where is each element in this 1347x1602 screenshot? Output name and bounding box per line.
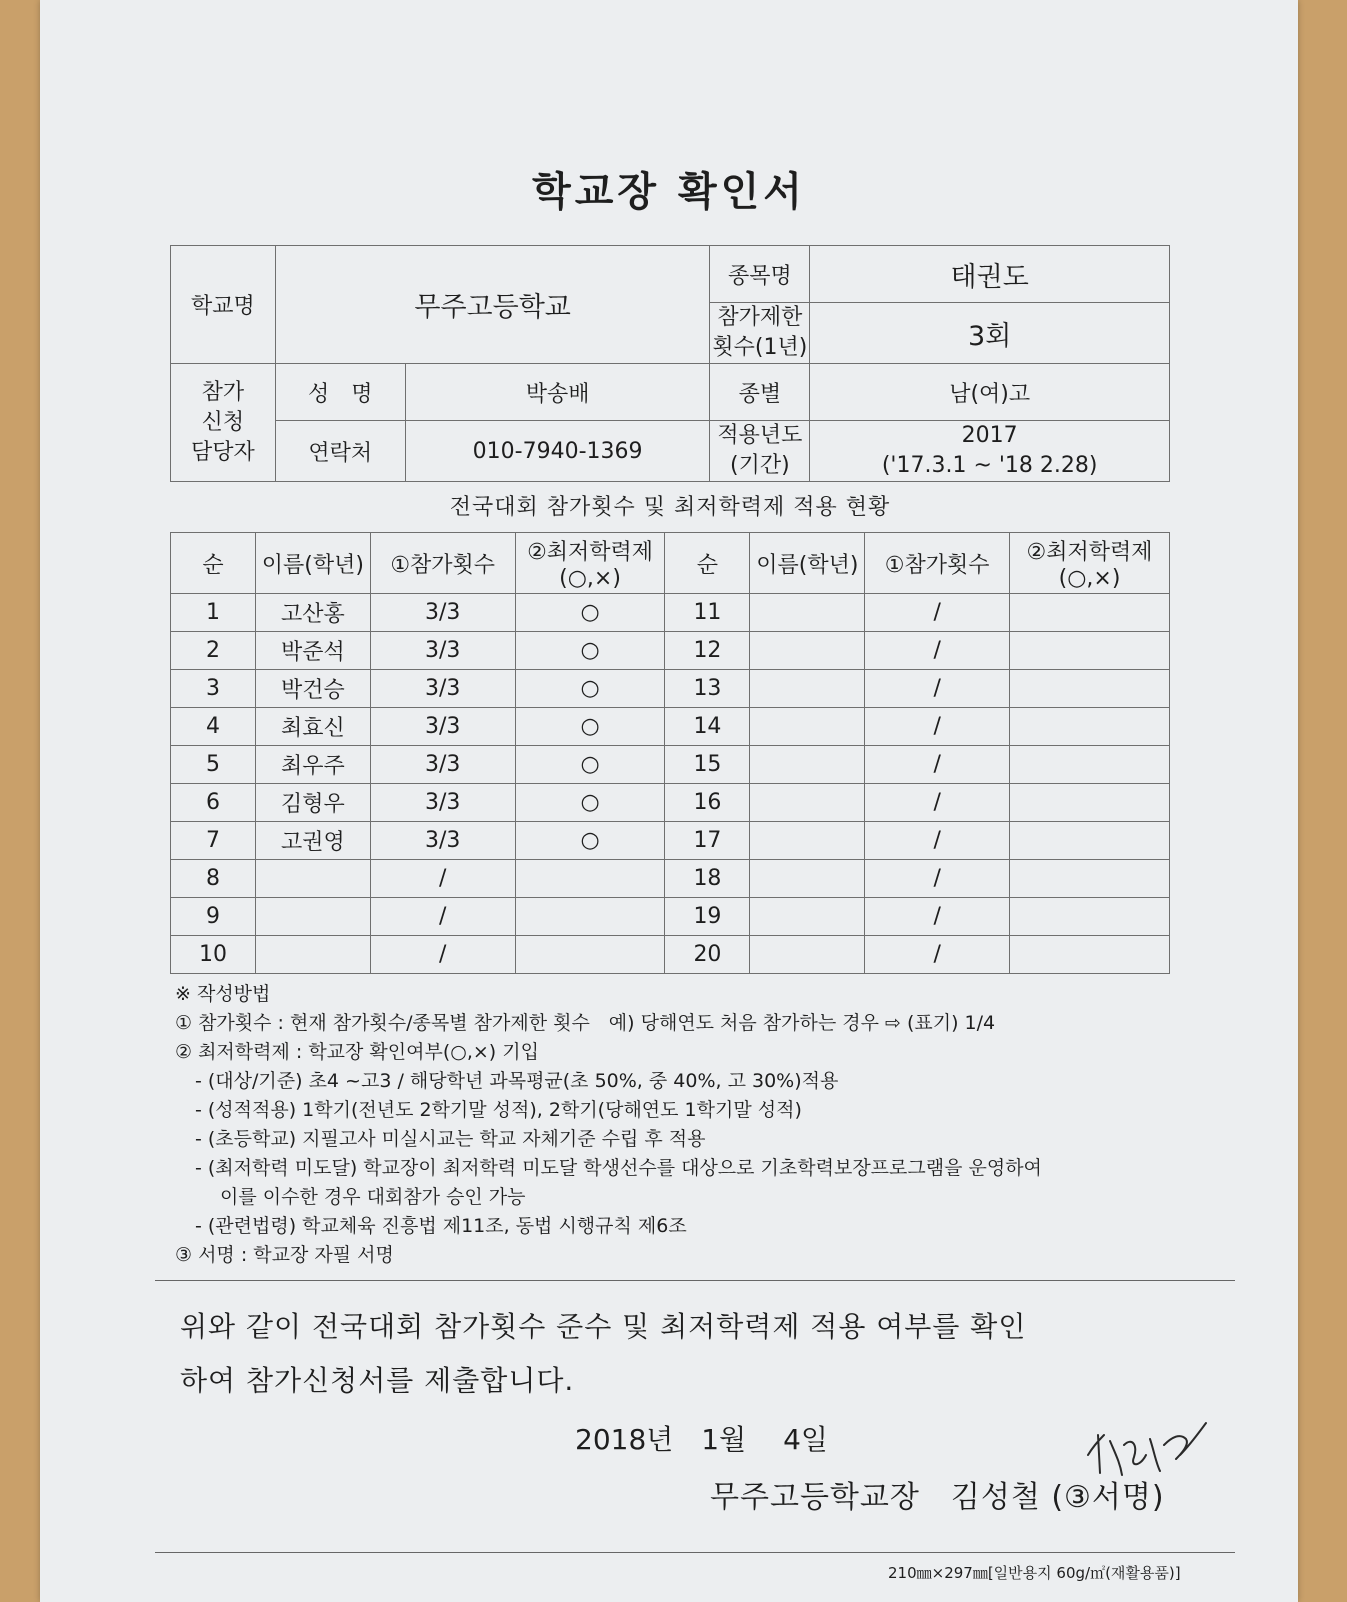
- confirmation-statement: [180, 1300, 1210, 1408]
- table-row: [171, 784, 1170, 822]
- footer-divider: [155, 1552, 1235, 1553]
- name-value: 박송배: [405, 364, 710, 421]
- row-min: [1010, 670, 1170, 708]
- contact-group-line1: 참가: [201, 379, 245, 405]
- row-count: /: [865, 822, 1010, 860]
- row-count: /: [865, 632, 1010, 670]
- row-no: 3: [171, 670, 256, 708]
- row-min: [1010, 822, 1170, 860]
- row-no: 17: [665, 822, 750, 860]
- row-name: [750, 784, 865, 822]
- row-min: [1010, 898, 1170, 936]
- divider: [155, 1280, 1235, 1281]
- signer-line: 무주고등학교장 김성철 (③서명): [710, 1480, 1165, 1515]
- note-bullet: - (성적적용) 1학기(전년도 2학기말 성적), 2학기(당해연도 1학기말 성적): [195, 1099, 802, 1121]
- header-name: 이름(학년): [750, 533, 865, 594]
- table-row: [171, 746, 1170, 784]
- header-no: 순: [665, 533, 750, 594]
- table-row: [171, 594, 1170, 632]
- statement-line2: 하여 참가신청서를 제출합니다.: [180, 1364, 575, 1397]
- contact-group-label: [171, 364, 276, 482]
- row-count: /: [865, 860, 1010, 898]
- type-label: 종별: [710, 364, 810, 421]
- row-min: ○: [515, 632, 665, 670]
- row-count: /: [370, 860, 515, 898]
- table-row: [171, 860, 1170, 898]
- period-value: ('17.3.1 ~ '18 2.28): [881, 453, 1098, 478]
- note-bullet-continued: 이를 이수한 경우 대회참가 승인 가능: [220, 1186, 526, 1208]
- header-count: ①참가횟수: [370, 533, 515, 594]
- year-label: [710, 421, 810, 482]
- table-row: [171, 708, 1170, 746]
- row-name: [750, 594, 865, 632]
- row-no: 20: [665, 936, 750, 974]
- row-no: 10: [171, 936, 256, 974]
- table-row: [171, 936, 1170, 974]
- row-min: [1010, 784, 1170, 822]
- row-min: ○: [515, 708, 665, 746]
- row-min: [1010, 594, 1170, 632]
- note-bullet: - (관련법령) 학교체육 진흥법 제11조, 동법 시행규칙 제6조: [195, 1215, 687, 1237]
- row-min: [515, 898, 665, 936]
- table-row: [171, 898, 1170, 936]
- event-value: 태권도: [810, 246, 1170, 303]
- row-name: 고권영: [255, 822, 370, 860]
- paper-spec: 210㎜×297㎜[일반용지 60g/㎡(재활용품)]: [888, 1564, 1181, 1582]
- handwritten-signature: [1080, 1415, 1210, 1485]
- row-no: 12: [665, 632, 750, 670]
- year-label-line1: 적용년도: [717, 423, 803, 448]
- header-count: ①참가횟수: [865, 533, 1010, 594]
- row-min: [1010, 746, 1170, 784]
- row-min: [1010, 708, 1170, 746]
- row-name: [750, 670, 865, 708]
- row-count: 3/3: [370, 822, 515, 860]
- row-min: ○: [515, 822, 665, 860]
- instructions: [175, 980, 1225, 1270]
- table-row: [171, 670, 1170, 708]
- row-no: 9: [171, 898, 256, 936]
- row-no: 8: [171, 860, 256, 898]
- row-name: 고산홍: [255, 594, 370, 632]
- school-value: 무주고등학교: [275, 246, 710, 364]
- row-min: ○: [515, 670, 665, 708]
- note-1: ① 참가횟수 : 현재 참가횟수/종목별 참가제한 횟수 예) 당해연도 처음 참가하는 경우 ⇨ (표기) 1/4: [175, 1012, 996, 1034]
- row-count: /: [370, 936, 515, 974]
- row-no: 13: [665, 670, 750, 708]
- table-row: [171, 632, 1170, 670]
- row-name: 최효신: [255, 708, 370, 746]
- table-subtitle: 전국대회 참가횟수 및 최저학력제 적용 현황: [449, 495, 891, 520]
- row-no: 1: [171, 594, 256, 632]
- row-count: /: [865, 670, 1010, 708]
- row-name: [750, 746, 865, 784]
- note-bullet: - (최저학력 미도달) 학교장이 최저학력 미도달 학생선수를 대상으로 기초학력보장프로그램을 운영하여: [195, 1157, 1042, 1179]
- header-no: 순: [171, 533, 256, 594]
- row-count: /: [865, 784, 1010, 822]
- row-min: ○: [515, 594, 665, 632]
- row-name: [750, 632, 865, 670]
- type-value: 남(여)고: [810, 364, 1170, 421]
- header-min-line2: (○,×): [1058, 566, 1121, 591]
- header-name: 이름(학년): [255, 533, 370, 594]
- table-row: [171, 822, 1170, 860]
- note-3: ③ 서명 : 학교장 자필 서명: [175, 1244, 394, 1266]
- name-label: 성 명: [275, 364, 405, 421]
- document-title: 학교장 확인서: [532, 169, 806, 215]
- row-name: [750, 708, 865, 746]
- header-min-line2: (○,×): [559, 566, 621, 591]
- row-name: 박건승: [255, 670, 370, 708]
- row-count: 3/3: [370, 670, 515, 708]
- row-count: 3/3: [370, 594, 515, 632]
- row-no: 4: [171, 708, 256, 746]
- contact-group-line3: 담당자: [191, 439, 255, 465]
- header-min-line1: ②최저학력제: [527, 540, 654, 565]
- row-no: 15: [665, 746, 750, 784]
- limit-value: 3회: [810, 303, 1170, 364]
- row-min: [1010, 632, 1170, 670]
- row-count: /: [865, 746, 1010, 784]
- row-min: [515, 860, 665, 898]
- note-2: ② 최저학력제 : 학교장 확인여부(○,×) 기입: [175, 1041, 539, 1063]
- phone-value: 010-7940-1369: [405, 421, 710, 482]
- row-name: [255, 936, 370, 974]
- row-name: [255, 898, 370, 936]
- row-name: 김형우: [255, 784, 370, 822]
- limit-label: [710, 303, 810, 364]
- row-name: [750, 898, 865, 936]
- school-label: 학교명: [171, 246, 276, 364]
- row-name: [750, 860, 865, 898]
- year-value: 2017: [961, 423, 1018, 448]
- row-min: [1010, 860, 1170, 898]
- row-no: 19: [665, 898, 750, 936]
- row-count: 3/3: [370, 708, 515, 746]
- year-value-cell: [810, 421, 1170, 482]
- contact-group-line2: 신청: [201, 409, 245, 435]
- header-min-line1: ②최저학력제: [1026, 540, 1153, 565]
- row-count: /: [865, 898, 1010, 936]
- participation-table: [170, 532, 1170, 974]
- row-no: 5: [171, 746, 256, 784]
- row-no: 6: [171, 784, 256, 822]
- row-name: 박준석: [255, 632, 370, 670]
- row-name: [750, 822, 865, 860]
- row-no: 7: [171, 822, 256, 860]
- event-label: 종목명: [710, 246, 810, 303]
- row-count: 3/3: [370, 632, 515, 670]
- statement-line1: 위와 같이 전국대회 참가횟수 준수 및 최저학력제 적용 여부를 확인: [180, 1310, 1027, 1343]
- limit-label-line1: 참가제한: [717, 305, 803, 330]
- header-min: [515, 533, 665, 594]
- row-count: 3/3: [370, 746, 515, 784]
- row-count: /: [865, 708, 1010, 746]
- row-no: 14: [665, 708, 750, 746]
- header-min: [1010, 533, 1170, 594]
- phone-label: 연락처: [275, 421, 405, 482]
- info-table: [170, 245, 1170, 482]
- row-count: /: [865, 594, 1010, 632]
- row-min: ○: [515, 784, 665, 822]
- limit-label-line2: 횟수(1년): [712, 335, 808, 360]
- row-name: 최우주: [255, 746, 370, 784]
- row-min: [1010, 936, 1170, 974]
- issue-date: 2018년 1월 4일: [575, 1423, 828, 1456]
- row-no: 11: [665, 594, 750, 632]
- row-no: 16: [665, 784, 750, 822]
- row-count: 3/3: [370, 784, 515, 822]
- note-bullet: - (초등학교) 지필고사 미실시교는 학교 자체기준 수립 후 적용: [195, 1128, 706, 1150]
- note-bullet: - (대상/기준) 초4 ~고3 / 해당학년 과목평균(초 50%, 중 40%, 고 30%)적용: [195, 1070, 839, 1092]
- row-no: 2: [171, 632, 256, 670]
- row-min: ○: [515, 746, 665, 784]
- row-count: /: [370, 898, 515, 936]
- row-min: [515, 936, 665, 974]
- row-name: [750, 936, 865, 974]
- row-name: [255, 860, 370, 898]
- year-label-line2: (기간): [730, 453, 790, 478]
- row-count: /: [865, 936, 1010, 974]
- document-page: [40, 0, 1298, 1602]
- notes-heading: ※ 작성방법: [175, 983, 271, 1005]
- row-no: 18: [665, 860, 750, 898]
